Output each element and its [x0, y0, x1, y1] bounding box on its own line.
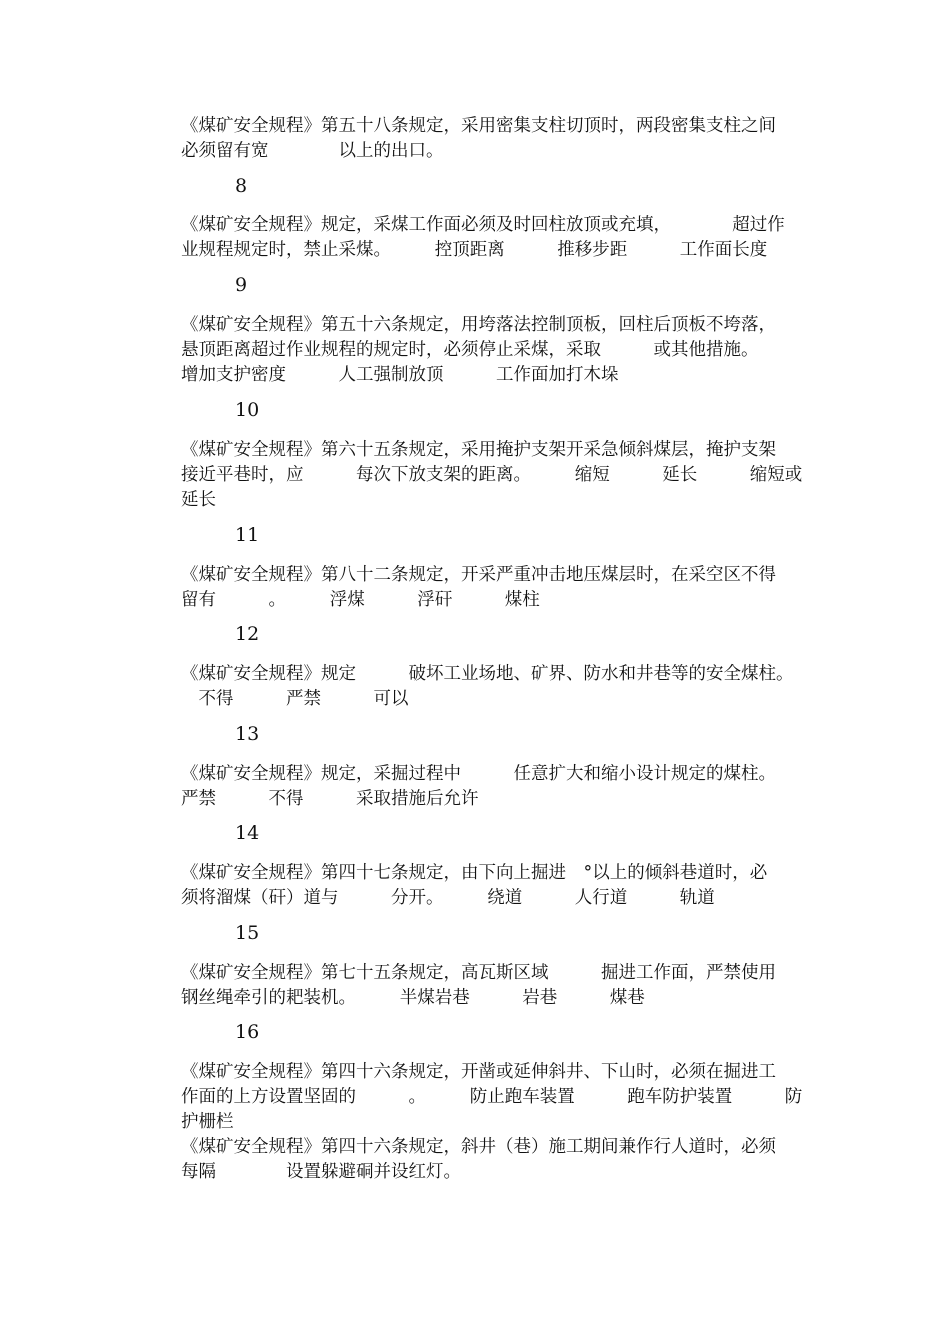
question-text: 作面的上方设置坚固的 。 防止跑车装置 跑车防护装置 防	[181, 1087, 803, 1107]
question-number: 9	[235, 274, 248, 296]
question-text: 《煤矿安全规程》第八十二条规定，开采严重冲击地压煤层时，在采空区不得	[181, 565, 776, 585]
question-number: 10	[235, 399, 260, 421]
question-text: 悬顶距离超过作业规程的规定时，必须停止采煤，采取 或其他措施。	[181, 340, 759, 360]
question-number: 14	[235, 822, 260, 844]
question-options: 须将溜煤（矸）道与 分开。 绕道 人行道 轨道	[181, 888, 715, 908]
question-text: 《煤矿安全规程》规定，采煤工作面必须及时回柱放顶或充填， 超过作	[181, 215, 785, 235]
question-text: 《煤矿安全规程》第四十六条规定，开凿或延伸斜井、下山时，必须在掘进工	[181, 1062, 776, 1082]
question-number: 12	[235, 623, 260, 645]
question-options: 增加支护密度 人工强制放顶 工作面加打木垛	[181, 365, 619, 385]
question-text: 每隔 设置躲避硐并设红灯。	[181, 1162, 461, 1182]
question-text: 《煤矿安全规程》第七十五条规定，高瓦斯区域 掘进工作面，严禁使用	[181, 963, 776, 983]
question-text: 《煤矿安全规程》第四十七条规定，由下向上掘进 °以上的倾斜巷道时，必	[181, 863, 768, 883]
question-options: 业规程规定时，禁止采煤。 控顶距离 推移步距 工作面长度	[181, 240, 768, 260]
question-text: 《煤矿安全规程》规定 破坏工业场地、矿界、防水和井巷等的安全煤柱。	[181, 664, 794, 684]
question-number: 15	[235, 922, 260, 944]
question-number: 11	[235, 524, 260, 546]
question-options: 钢丝绳牵引的耙装机。 半煤岩巷 岩巷 煤巷	[181, 988, 645, 1008]
question-number: 16	[235, 1021, 260, 1043]
question-text: 《煤矿安全规程》第六十五条规定，采用掩护支架开采急倾斜煤层，掩护支架	[181, 440, 776, 460]
question-number: 13	[235, 723, 260, 745]
question-text: 《煤矿安全规程》第五十六条规定，用垮落法控制顶板，回柱后顶板不垮落，	[181, 315, 776, 335]
question-text: 《煤矿安全规程》规定，采掘过程中 任意扩大和缩小设计规定的煤柱。	[181, 764, 776, 784]
question-options: 严禁 不得 采取措施后允许	[181, 789, 479, 809]
question-options: 不得 严禁 可以	[181, 689, 409, 709]
question-options: 留有 。 浮煤 浮矸 煤柱	[181, 590, 540, 610]
question-text: 必须留有宽 以上的出口。	[181, 141, 444, 161]
question-number: 8	[235, 175, 248, 197]
question-options: 延长	[181, 490, 216, 510]
question-text: 《煤矿安全规程》第四十六条规定，斜井（巷）施工期间兼作行人道时，必须	[181, 1137, 776, 1157]
question-options: 护栅栏	[181, 1112, 234, 1132]
question-text: 《煤矿安全规程》第五十八条规定，采用密集支柱切顶时，两段密集支柱之间	[181, 116, 776, 136]
question-text: 接近平巷时，应 每次下放支架的距离。 缩短 延长 缩短或	[181, 465, 803, 485]
